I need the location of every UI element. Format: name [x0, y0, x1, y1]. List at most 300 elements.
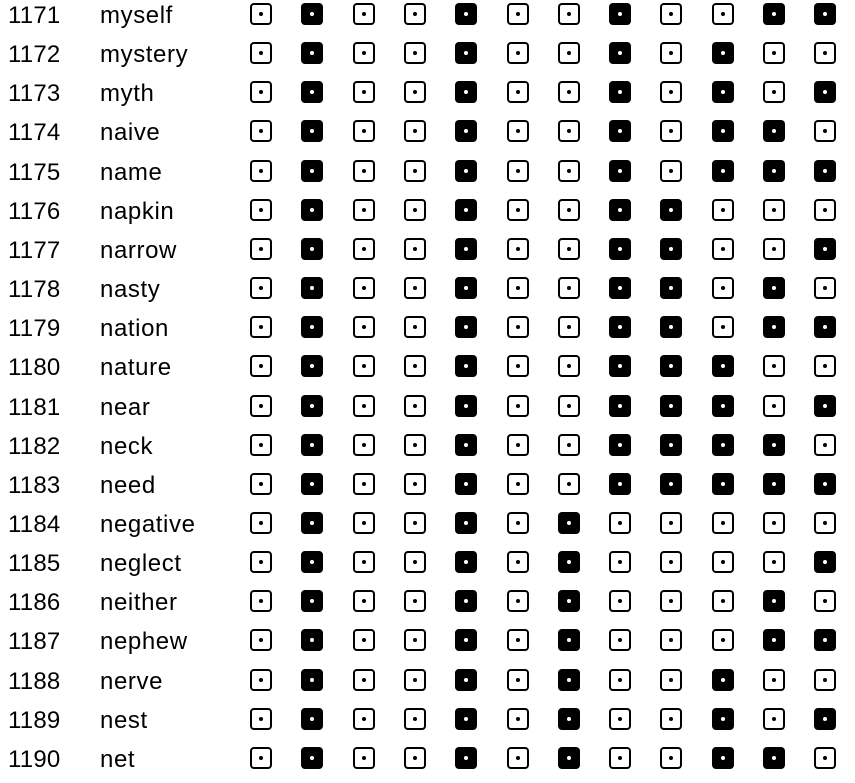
filled-bit-box [301, 277, 323, 299]
filled-bit-box [609, 238, 631, 260]
filled-bit-box [301, 629, 323, 651]
filled-bit-box [301, 434, 323, 456]
dot-icon [669, 482, 673, 486]
filled-bit-box [660, 434, 682, 456]
dot-icon [413, 678, 417, 682]
empty-bit-box [250, 160, 272, 182]
dot-icon [618, 325, 622, 329]
dot-icon [669, 404, 673, 408]
dot-icon [464, 90, 468, 94]
dot-icon [362, 51, 366, 55]
empty-bit-box [558, 160, 580, 182]
filled-bit-box [712, 395, 734, 417]
filled-bit-box [455, 3, 477, 25]
dot-icon [823, 129, 827, 133]
dot-icon [721, 521, 725, 525]
empty-bit-box [404, 120, 426, 142]
row-number: 1178 [8, 276, 61, 304]
dot-icon [823, 51, 827, 55]
dot-icon [772, 12, 776, 16]
empty-bit-box [814, 277, 836, 299]
filled-bit-box [301, 316, 323, 338]
dot-icon [618, 169, 622, 173]
dot-icon [413, 482, 417, 486]
empty-bit-box [712, 551, 734, 573]
dot-icon [310, 599, 314, 603]
dot-icon [567, 51, 571, 55]
dot-icon [669, 638, 673, 642]
dot-icon [464, 169, 468, 173]
dot-icon [310, 560, 314, 564]
empty-bit-box [763, 669, 785, 691]
dot-icon [721, 12, 725, 16]
filled-bit-box [763, 3, 785, 25]
dot-icon [669, 756, 673, 760]
dot-icon [516, 247, 520, 251]
empty-bit-box [404, 277, 426, 299]
dot-icon [464, 560, 468, 564]
dot-icon [669, 286, 673, 290]
empty-bit-box [250, 747, 272, 769]
filled-bit-box [814, 3, 836, 25]
dot-icon [618, 678, 622, 682]
dot-icon [362, 325, 366, 329]
dot-icon [721, 129, 725, 133]
dot-icon [618, 638, 622, 642]
filled-bit-box [609, 199, 631, 221]
dot-icon [413, 560, 417, 564]
empty-bit-box [558, 395, 580, 417]
filled-bit-box [763, 434, 785, 456]
dot-icon [516, 12, 520, 16]
dot-icon [618, 521, 622, 525]
filled-bit-box [455, 551, 477, 573]
row-number: 1174 [8, 119, 61, 147]
word-row [0, 701, 855, 740]
empty-bit-box [404, 160, 426, 182]
dot-icon [721, 717, 725, 721]
filled-bit-box [712, 81, 734, 103]
empty-bit-box [814, 42, 836, 64]
dot-icon [618, 560, 622, 564]
word-row [0, 35, 855, 74]
empty-bit-box [763, 395, 785, 417]
word-row [0, 113, 855, 152]
filled-bit-box [455, 473, 477, 495]
row-word: naive [100, 119, 161, 147]
filled-bit-box [455, 590, 477, 612]
empty-bit-box [660, 42, 682, 64]
row-number: 1188 [8, 667, 61, 695]
dot-icon [772, 129, 776, 133]
dot-icon [823, 247, 827, 251]
filled-bit-box [712, 42, 734, 64]
dot-icon [567, 756, 571, 760]
dot-icon [669, 90, 673, 94]
empty-bit-box [404, 3, 426, 25]
word-row [0, 231, 855, 270]
filled-bit-box [455, 81, 477, 103]
dot-icon [362, 678, 366, 682]
dot-icon [464, 443, 468, 447]
dot-icon [618, 364, 622, 368]
row-word: nasty [100, 276, 161, 304]
filled-bit-box [455, 395, 477, 417]
empty-bit-box [763, 81, 785, 103]
empty-bit-box [404, 708, 426, 730]
row-word: negative [100, 510, 196, 538]
filled-bit-box [301, 3, 323, 25]
filled-bit-box [558, 512, 580, 534]
dot-icon [362, 169, 366, 173]
filled-bit-box [455, 238, 477, 260]
row-word: mystery [100, 41, 189, 69]
empty-bit-box [507, 160, 529, 182]
empty-bit-box [712, 277, 734, 299]
row-word: net [100, 745, 136, 773]
empty-bit-box [507, 120, 529, 142]
empty-bit-box [353, 708, 375, 730]
filled-bit-box [558, 551, 580, 573]
dot-icon [413, 51, 417, 55]
dot-icon [464, 247, 468, 251]
dot-icon [567, 169, 571, 173]
dot-icon [721, 51, 725, 55]
dot-icon [669, 247, 673, 251]
dot-icon [259, 51, 263, 55]
empty-bit-box [609, 590, 631, 612]
dot-icon [567, 404, 571, 408]
empty-bit-box [353, 669, 375, 691]
empty-bit-box [250, 316, 272, 338]
empty-bit-box [353, 81, 375, 103]
filled-bit-box [609, 355, 631, 377]
dot-icon [669, 521, 673, 525]
dot-icon [413, 325, 417, 329]
filled-bit-box [558, 747, 580, 769]
filled-bit-box [609, 316, 631, 338]
filled-bit-box [660, 355, 682, 377]
filled-bit-box [301, 395, 323, 417]
empty-bit-box [558, 473, 580, 495]
dot-icon [823, 169, 827, 173]
row-word: neither [100, 589, 178, 617]
dot-icon [310, 404, 314, 408]
empty-bit-box [250, 81, 272, 103]
dot-icon [362, 129, 366, 133]
empty-bit-box [404, 199, 426, 221]
dot-icon [567, 286, 571, 290]
dot-icon [362, 482, 366, 486]
empty-bit-box [712, 629, 734, 651]
dot-icon [516, 443, 520, 447]
dot-icon [772, 678, 776, 682]
filled-bit-box [455, 669, 477, 691]
filled-bit-box [609, 42, 631, 64]
filled-bit-box [712, 120, 734, 142]
empty-bit-box [660, 708, 682, 730]
dot-icon [362, 364, 366, 368]
dot-icon [772, 404, 776, 408]
row-number: 1185 [8, 550, 61, 578]
dot-icon [721, 599, 725, 603]
dot-icon [772, 560, 776, 564]
empty-bit-box [250, 199, 272, 221]
empty-bit-box [507, 42, 529, 64]
dot-icon [721, 404, 725, 408]
dot-icon [310, 247, 314, 251]
dot-icon [516, 90, 520, 94]
dot-icon [259, 599, 263, 603]
dot-icon [464, 599, 468, 603]
row-number: 1173 [8, 80, 61, 108]
dot-icon [567, 247, 571, 251]
filled-bit-box [455, 434, 477, 456]
empty-bit-box [353, 551, 375, 573]
empty-bit-box [763, 42, 785, 64]
filled-bit-box [455, 277, 477, 299]
dot-icon [721, 482, 725, 486]
filled-bit-box [609, 3, 631, 25]
filled-bit-box [301, 473, 323, 495]
row-word: near [100, 393, 151, 421]
filled-bit-box [558, 629, 580, 651]
dot-icon [772, 90, 776, 94]
dot-icon [516, 286, 520, 290]
word-row [0, 662, 855, 701]
dot-icon [464, 129, 468, 133]
dot-icon [413, 717, 417, 721]
dot-icon [362, 208, 366, 212]
dot-icon [721, 560, 725, 564]
empty-bit-box [353, 473, 375, 495]
empty-bit-box [353, 160, 375, 182]
filled-bit-box [455, 120, 477, 142]
row-word: nest [100, 706, 148, 734]
filled-bit-box [609, 473, 631, 495]
row-number: 1186 [8, 589, 61, 617]
filled-bit-box [712, 355, 734, 377]
dot-icon [823, 325, 827, 329]
empty-bit-box [353, 277, 375, 299]
dot-icon [516, 560, 520, 564]
dot-icon [362, 247, 366, 251]
dot-icon [310, 364, 314, 368]
word-row [0, 153, 855, 192]
dot-icon [259, 717, 263, 721]
dot-icon [721, 90, 725, 94]
dot-icon [413, 638, 417, 642]
filled-bit-box [712, 747, 734, 769]
empty-bit-box [353, 316, 375, 338]
row-word: nerve [100, 667, 164, 695]
dot-icon [310, 51, 314, 55]
empty-bit-box [814, 512, 836, 534]
empty-bit-box [814, 120, 836, 142]
dot-icon [310, 521, 314, 525]
dot-icon [464, 208, 468, 212]
dot-icon [310, 638, 314, 642]
filled-bit-box [301, 708, 323, 730]
filled-bit-box [814, 551, 836, 573]
dot-icon [259, 364, 263, 368]
filled-bit-box [763, 473, 785, 495]
empty-bit-box [250, 512, 272, 534]
filled-bit-box [712, 669, 734, 691]
dot-icon [413, 404, 417, 408]
dot-icon [516, 599, 520, 603]
filled-bit-box [712, 160, 734, 182]
filled-bit-box [609, 277, 631, 299]
dot-icon [259, 286, 263, 290]
empty-bit-box [712, 238, 734, 260]
empty-bit-box [353, 3, 375, 25]
word-row [0, 74, 855, 113]
word-row [0, 622, 855, 661]
empty-bit-box [250, 238, 272, 260]
empty-bit-box [404, 747, 426, 769]
word-row [0, 740, 855, 779]
empty-bit-box [609, 629, 631, 651]
dot-icon [464, 756, 468, 760]
empty-bit-box [660, 590, 682, 612]
empty-bit-box [660, 3, 682, 25]
filled-bit-box [609, 81, 631, 103]
empty-bit-box [250, 434, 272, 456]
empty-bit-box [609, 669, 631, 691]
dot-icon [413, 247, 417, 251]
word-row [0, 505, 855, 544]
empty-bit-box [353, 42, 375, 64]
dot-icon [567, 364, 571, 368]
dot-icon [259, 129, 263, 133]
filled-bit-box [455, 160, 477, 182]
row-word: napkin [100, 197, 175, 225]
empty-bit-box [353, 120, 375, 142]
empty-bit-box [660, 669, 682, 691]
dot-icon [669, 169, 673, 173]
dot-icon [362, 286, 366, 290]
filled-bit-box [814, 473, 836, 495]
dot-icon [413, 208, 417, 212]
dot-icon [464, 12, 468, 16]
empty-bit-box [609, 747, 631, 769]
filled-bit-box [455, 199, 477, 221]
dot-icon [618, 51, 622, 55]
filled-bit-box [712, 434, 734, 456]
dot-icon [259, 12, 263, 16]
word-row [0, 348, 855, 387]
dot-icon [772, 717, 776, 721]
dot-icon [362, 599, 366, 603]
dot-icon [310, 756, 314, 760]
dot-icon [362, 443, 366, 447]
dot-icon [772, 521, 776, 525]
dot-icon [567, 521, 571, 525]
dot-icon [362, 521, 366, 525]
empty-bit-box [353, 434, 375, 456]
dot-icon [516, 717, 520, 721]
row-word: narrow [100, 236, 177, 264]
empty-bit-box [404, 238, 426, 260]
empty-bit-box [404, 434, 426, 456]
word-row [0, 309, 855, 348]
empty-bit-box [558, 3, 580, 25]
row-number: 1181 [8, 393, 61, 421]
empty-bit-box [558, 199, 580, 221]
empty-bit-box [660, 512, 682, 534]
dot-icon [772, 364, 776, 368]
filled-bit-box [814, 395, 836, 417]
word-row [0, 466, 855, 505]
dot-icon [516, 325, 520, 329]
dot-icon [618, 756, 622, 760]
dot-icon [567, 90, 571, 94]
dot-icon [823, 756, 827, 760]
dot-icon [823, 364, 827, 368]
filled-bit-box [712, 473, 734, 495]
empty-bit-box [404, 590, 426, 612]
dot-icon [310, 482, 314, 486]
empty-bit-box [609, 512, 631, 534]
empty-bit-box [558, 277, 580, 299]
empty-bit-box [353, 355, 375, 377]
dot-icon [362, 756, 366, 760]
filled-bit-box [301, 355, 323, 377]
dot-icon [516, 756, 520, 760]
dot-icon [772, 756, 776, 760]
empty-bit-box [507, 590, 529, 612]
dot-icon [618, 443, 622, 447]
dot-icon [567, 599, 571, 603]
empty-bit-box [763, 512, 785, 534]
dot-icon [259, 443, 263, 447]
empty-bit-box [404, 81, 426, 103]
dot-icon [567, 208, 571, 212]
filled-bit-box [763, 629, 785, 651]
filled-bit-box [609, 434, 631, 456]
filled-bit-box [763, 590, 785, 612]
empty-bit-box [609, 708, 631, 730]
dot-icon [310, 169, 314, 173]
dot-icon [259, 169, 263, 173]
dot-icon [721, 638, 725, 642]
dot-icon [618, 247, 622, 251]
empty-bit-box [250, 395, 272, 417]
empty-bit-box [507, 3, 529, 25]
empty-bit-box [250, 3, 272, 25]
filled-bit-box [301, 42, 323, 64]
dot-icon [721, 325, 725, 329]
word-row [0, 583, 855, 622]
dot-icon [310, 90, 314, 94]
empty-bit-box [712, 199, 734, 221]
row-number: 1184 [8, 510, 61, 538]
filled-bit-box [814, 238, 836, 260]
dot-icon [362, 560, 366, 564]
dot-icon [516, 638, 520, 642]
filled-bit-box [301, 120, 323, 142]
filled-bit-box [609, 395, 631, 417]
dot-icon [823, 286, 827, 290]
word-row [0, 544, 855, 583]
dot-icon [669, 599, 673, 603]
dot-icon [464, 678, 468, 682]
empty-bit-box [404, 512, 426, 534]
dot-icon [567, 560, 571, 564]
empty-bit-box [353, 512, 375, 534]
filled-bit-box [455, 708, 477, 730]
